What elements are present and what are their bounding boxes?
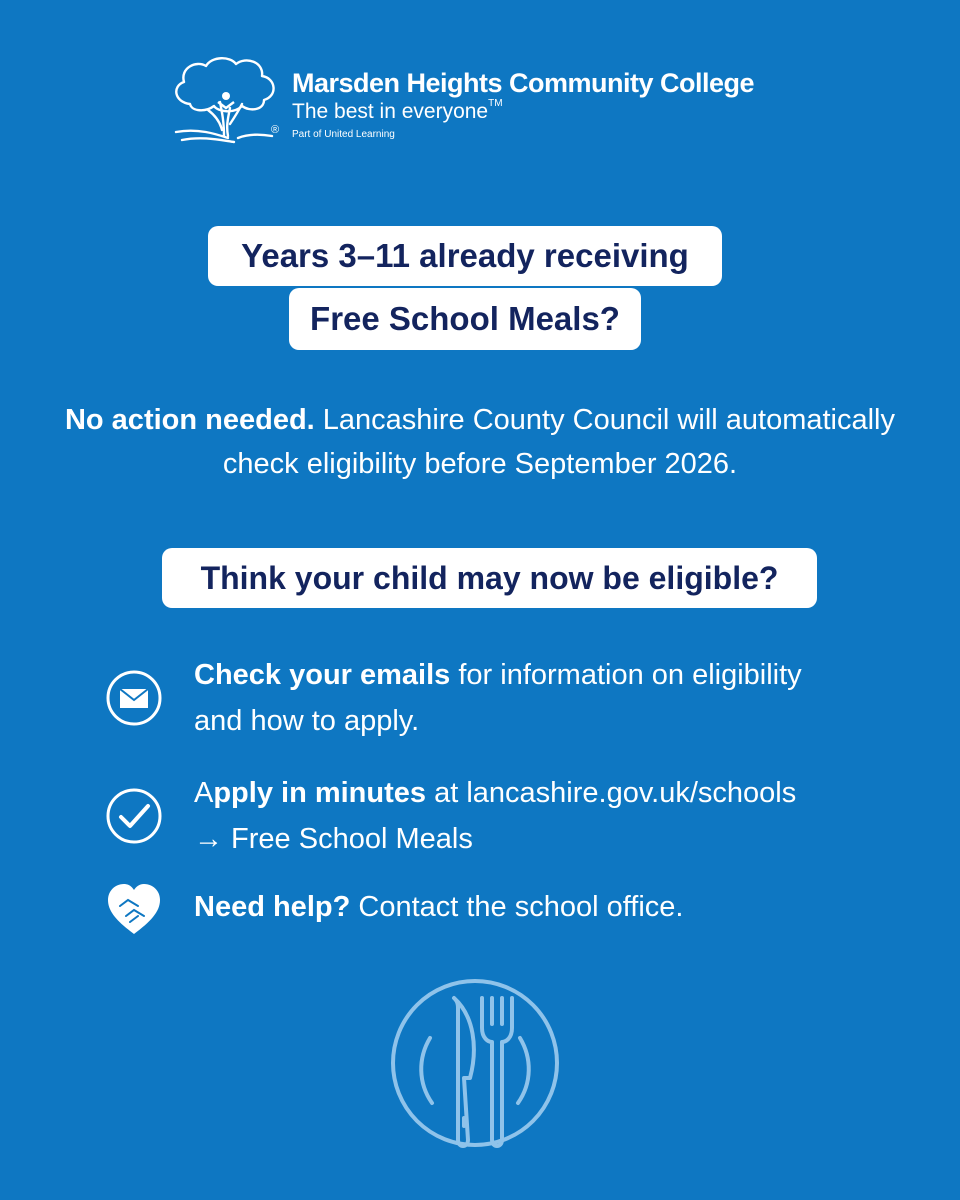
school-logo [168, 52, 768, 152]
registered-mark: ® [271, 124, 280, 136]
apply-line2: → Free School Meals [194, 823, 473, 855]
trademark-mark: TM [488, 98, 503, 109]
tree-logo-icon [168, 52, 283, 144]
apply-bold: pply in minutes [213, 777, 427, 809]
no-action-paragraph [60, 398, 900, 486]
checkmark-icon [104, 786, 164, 846]
list-item-emails [194, 652, 802, 744]
emails-line2: and how to apply. [194, 705, 420, 737]
heading-years-line1: Years 3–11 already receiving [208, 226, 722, 286]
tagline-text: The best in everyone [292, 100, 489, 123]
list-item-help [194, 884, 683, 930]
school-tagline [292, 100, 503, 124]
apply-prefix: A [194, 777, 214, 809]
help-text: Contact the school office. [350, 891, 684, 923]
heading-years-line2: Free School Meals? [289, 288, 641, 350]
heart-handshake-icon [104, 880, 164, 940]
plate-cutlery-icon [388, 968, 562, 1158]
no-action-text: Lancashire County Council will automatically check eligibility before September 2026. [222, 404, 896, 480]
apply-text: at lancashire.gov.uk/schools [426, 777, 797, 809]
envelope-icon [104, 668, 164, 728]
school-name: Marsden Heights Community College [292, 68, 755, 98]
help-bold: Need help? [194, 891, 351, 923]
school-subtitle: Part of United Learning [292, 129, 395, 140]
no-action-bold: No action needed. [64, 404, 315, 436]
emails-bold: Check your emails [194, 659, 451, 691]
heading-eligible: Think your child may now be eligible? [162, 548, 817, 608]
list-item-apply [194, 770, 796, 862]
emails-text: for information on eligibility [450, 659, 802, 691]
